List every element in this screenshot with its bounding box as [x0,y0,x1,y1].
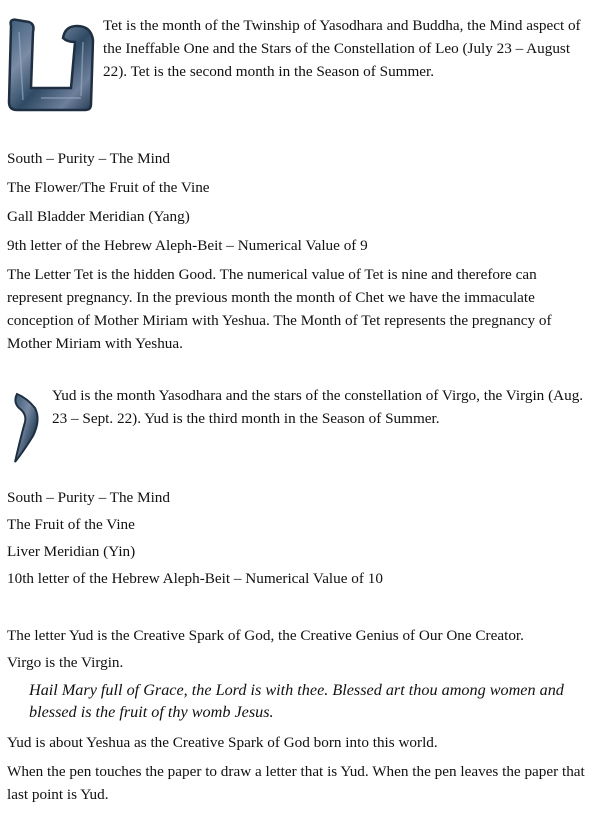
hail-mary-quote: Hail Mary full of Grace, the Lord is with thee. Blessed art thou among women and blessed is the fruit of thy womb Jesus. [29,681,564,721]
tet-meridian: Gall Bladder Meridian (Yang) [7,208,190,225]
yud-direction: South – Purity – The Mind [7,489,170,506]
yud-intro: Yud is the month Yasodhara and the stars of the constellation of Virgo, the Virgin (Aug. 23 – Sept. 22). Yud is the third month in the Season of Summer. [52,387,584,427]
tet-fruit: The Flower/The Fruit of the Vine [7,179,210,196]
tet-direction: South – Purity – The Mind [7,150,170,167]
tet-intro: Tet is the month of the Twinship of Yasodhara and Buddha, the Mind aspect of the Ineffable One and the Stars of the Constellation of Leo (July 23 – August 22). Tet is the second month in the Season of Summer. [103,17,581,80]
yud-virgo: Virgo is the Virgin. [7,654,124,671]
yud-pen: When the pen touches the paper to draw a letter that is Yud. When the pen leaves the paper that last point is Yud. [7,763,585,803]
hebrew-letter-yud-icon [7,390,47,466]
hebrew-letter-tet-icon [5,12,97,112]
yud-letter-value: 10th letter of the Hebrew Aleph-Beit – Numerical Value of 10 [7,570,383,587]
tet-letter-value: 9th letter of the Hebrew Aleph-Beit – Numerical Value of 9 [7,237,368,254]
yud-creative-spark: The letter Yud is the Creative Spark of God, the Creative Genius of Our One Creator. [7,627,524,644]
tet-description: The Letter Tet is the hidden Good. The numerical value of Tet is nine and therefore can represent pregnancy. In the previous month the month of Chet we have the immaculate conception of Mother Miriam with Yeshua. The Month of Tet represents the pregnancy of Mother Miriam with Yeshua. [7,266,552,352]
yud-meridian: Liver Meridian (Yin) [7,543,136,560]
yud-yeshua: Yud is about Yeshua as the Creative Spark of God born into this world. [7,734,438,751]
yud-fruit: The Fruit of the Vine [7,516,135,533]
